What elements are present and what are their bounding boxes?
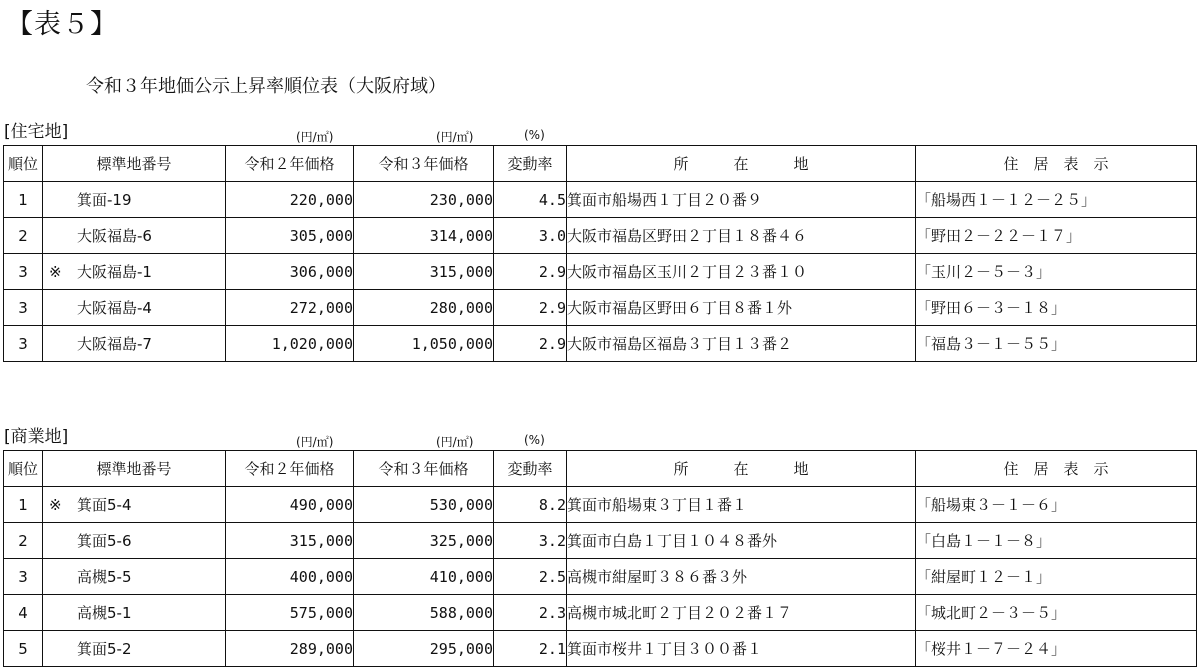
cell-code [43, 254, 226, 290]
cell-price-r2: 272,000 [226, 290, 354, 326]
cell-price-r2: 289,000 [226, 631, 354, 667]
cell-location: 大阪市福島区野田６丁目８番１外 [567, 290, 916, 326]
cell-code [43, 631, 226, 667]
cell-price-r2: 1,020,000 [226, 326, 354, 362]
table-row [4, 523, 1197, 559]
table-header-row [4, 451, 1197, 487]
cell-location: 箕面市白島１丁目１０４８番外 [567, 523, 916, 559]
cell-rank: 4 [4, 595, 43, 631]
unit-price-r3: (円/㎡) [436, 130, 474, 144]
cell-rank: 2 [4, 523, 43, 559]
cell-price-r2: 220,000 [226, 182, 354, 218]
cell-price-r2: 490,000 [226, 487, 354, 523]
unit-rate: (%) [524, 433, 545, 447]
cell-address: 「桜井１－７－２４」 [916, 631, 1197, 667]
section-label-residential: [住宅地] [4, 122, 69, 142]
table-row [4, 290, 1197, 326]
cell-rank: 1 [4, 487, 43, 523]
table-row [4, 218, 1197, 254]
section-label-commercial: [商業地] [4, 427, 69, 447]
cell-address: 「福島３－１－５５」 [916, 326, 1197, 362]
residential-table [3, 145, 1197, 362]
header-price-r3: 令和３年価格 [354, 146, 494, 182]
cell-price-r3: 295,000 [354, 631, 494, 667]
cell-price-r2: 575,000 [226, 595, 354, 631]
cell-rate: 3.2 [494, 523, 567, 559]
cell-code [43, 290, 226, 326]
code-text: 大阪福島-7 [77, 335, 152, 353]
code-text: 大阪福島-4 [77, 299, 152, 317]
table-row [4, 254, 1197, 290]
cell-price-r2: 305,000 [226, 218, 354, 254]
cell-location: 箕面市船場東３丁目１番１ [567, 487, 916, 523]
cell-address: 「野田６－３－１８」 [916, 290, 1197, 326]
unit-price-r2: (円/㎡) [296, 435, 334, 449]
cell-price-r3: 325,000 [354, 523, 494, 559]
cell-rate: 2.9 [494, 326, 567, 362]
cell-rate: 3.0 [494, 218, 567, 254]
cell-address: 「白島１－１－８」 [916, 523, 1197, 559]
cell-price-r2: 306,000 [226, 254, 354, 290]
cell-location: 高槻市城北町２丁目２０２番１７ [567, 595, 916, 631]
cell-rank: 3 [4, 326, 43, 362]
commercial-table [3, 450, 1197, 667]
cell-rate: 4.5 [494, 182, 567, 218]
header-location: 所 在 地 [567, 146, 916, 182]
code-text: 箕面5-6 [77, 532, 132, 550]
cell-address: 「紺屋町１２－１」 [916, 559, 1197, 595]
code-text: 大阪福島-6 [77, 227, 152, 245]
cell-price-r3: 315,000 [354, 254, 494, 290]
cell-price-r2: 315,000 [226, 523, 354, 559]
cell-rate: 2.1 [494, 631, 567, 667]
header-price-r2: 令和２年価格 [226, 146, 354, 182]
remark-mark: ※ [49, 263, 62, 281]
table-row [4, 559, 1197, 595]
cell-rank: 2 [4, 218, 43, 254]
cell-code [43, 523, 226, 559]
table-row [4, 326, 1197, 362]
residential-rows [4, 182, 1197, 362]
cell-address: 「船場東３－１－６」 [916, 487, 1197, 523]
cell-location: 大阪市福島区玉川２丁目２３番１０ [567, 254, 916, 290]
cell-location: 大阪市福島区福島３丁目１３番２ [567, 326, 916, 362]
header-address: 住 居 表 示 [916, 146, 1197, 182]
cell-code [43, 487, 226, 523]
cell-address: 「船場西１－１２－２５」 [916, 182, 1197, 218]
table-row [4, 487, 1197, 523]
code-text: 箕面5-4 [77, 496, 132, 514]
header-location: 所 在 地 [567, 451, 916, 487]
cell-rank: 3 [4, 290, 43, 326]
header-price-r3: 令和３年価格 [354, 451, 494, 487]
cell-code [43, 326, 226, 362]
cell-rate: 2.9 [494, 254, 567, 290]
code-text: 大阪福島-1 [77, 263, 152, 281]
cell-address: 「城北町２－３－５」 [916, 595, 1197, 631]
cell-rate: 2.5 [494, 559, 567, 595]
header-rank: 順位 [4, 451, 43, 487]
cell-address: 「玉川２－５－３」 [916, 254, 1197, 290]
cell-location: 高槻市紺屋町３８６番３外 [567, 559, 916, 595]
remark-mark: ※ [49, 496, 62, 514]
cell-price-r3: 314,000 [354, 218, 494, 254]
header-rank: 順位 [4, 146, 43, 182]
table-row [4, 631, 1197, 667]
cell-rank: 3 [4, 254, 43, 290]
cell-rate: 2.3 [494, 595, 567, 631]
cell-price-r3: 1,050,000 [354, 326, 494, 362]
cell-location: 箕面市桜井１丁目３００番１ [567, 631, 916, 667]
code-text: 高槻5-1 [77, 604, 132, 622]
cell-code [43, 182, 226, 218]
cell-price-r3: 230,000 [354, 182, 494, 218]
code-text: 箕面-19 [77, 191, 132, 209]
table-row [4, 182, 1197, 218]
commercial-rows [4, 487, 1197, 667]
cell-code [43, 218, 226, 254]
header-price-r2: 令和２年価格 [226, 451, 354, 487]
header-code: 標準地番号 [43, 451, 226, 487]
cell-price-r3: 280,000 [354, 290, 494, 326]
cell-price-r2: 400,000 [226, 559, 354, 595]
header-rate: 変動率 [494, 451, 567, 487]
unit-price-r2: (円/㎡) [296, 130, 334, 144]
table-row [4, 595, 1197, 631]
cell-rank: 3 [4, 559, 43, 595]
cell-code [43, 559, 226, 595]
header-address: 住 居 表 示 [916, 451, 1197, 487]
code-text: 高槻5-5 [77, 568, 132, 586]
cell-location: 大阪市福島区野田２丁目１８番４６ [567, 218, 916, 254]
cell-rate: 2.9 [494, 290, 567, 326]
cell-price-r3: 410,000 [354, 559, 494, 595]
cell-rank: 1 [4, 182, 43, 218]
cell-price-r3: 588,000 [354, 595, 494, 631]
unit-rate: (%) [524, 128, 545, 142]
header-code: 標準地番号 [43, 146, 226, 182]
table-header-row [4, 146, 1197, 182]
cell-rate: 8.2 [494, 487, 567, 523]
cell-address: 「野田２－２２－１７」 [916, 218, 1197, 254]
cell-location: 箕面市船場西１丁目２０番９ [567, 182, 916, 218]
cell-price-r3: 530,000 [354, 487, 494, 523]
table-subtitle: 令和３年地価公示上昇率順位表（大阪府域） [86, 76, 446, 97]
document-title: 【表５】 [6, 9, 118, 40]
header-rate: 変動率 [494, 146, 567, 182]
unit-price-r3: (円/㎡) [436, 435, 474, 449]
cell-rank: 5 [4, 631, 43, 667]
cell-code [43, 595, 226, 631]
code-text: 箕面5-2 [77, 640, 132, 658]
